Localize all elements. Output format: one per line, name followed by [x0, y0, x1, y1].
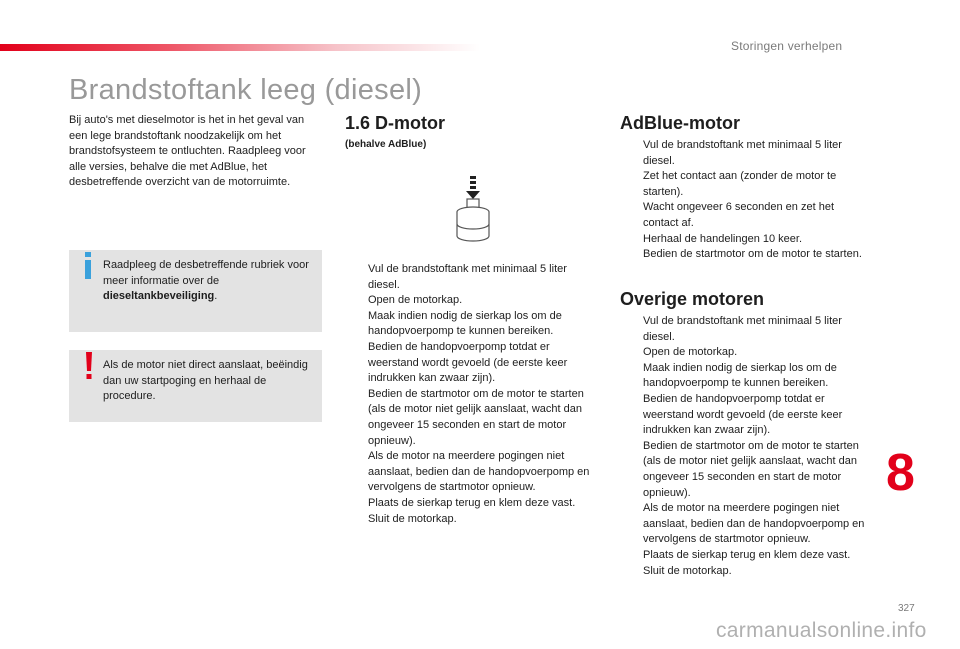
- section-header-title: Storingen verhelpen: [731, 39, 843, 53]
- list-item: Vul de brandstoftank met minimaal 5 liter diesel.: [643, 139, 842, 167]
- list-item: Maak indien nodig de sierkap los om de handopvoerpomp te kunnen bereiken.: [368, 309, 562, 338]
- steps-list-adblue: [620, 138, 870, 263]
- list-item: Bedien de handopvoerpomp totdat er weerstand wordt gevoeld (de eerste keer indrukken kan zwaar zijn).: [368, 340, 568, 385]
- warning-text: Als de motor niet direct aanslaat, beëindig dan uw startpoging en herhaal de procedure.: [103, 359, 308, 403]
- list-item: Vul de brandstoftank met minimaal 5 liter diesel.: [643, 315, 842, 343]
- list-item: Bedien de handopvoerpomp totdat er weerstand wordt gevoeld (de eerste keer indrukken kan zwaar zijn).: [643, 392, 843, 437]
- section-title-16d: 1.6 D-motor: [345, 113, 446, 133]
- page-number: 327: [898, 603, 915, 614]
- section-title-adblue: AdBlue-motor: [620, 113, 740, 133]
- list-item: Sluit de motorkap.: [643, 564, 732, 577]
- list-item: Open de motorkap.: [643, 346, 738, 359]
- hand-pump-icon: [452, 174, 494, 244]
- list-item: Zet het contact aan (zonder de motor te starten).: [643, 170, 837, 198]
- chapter-number: 8: [886, 444, 915, 502]
- list-item: Herhaal de handelingen 10 keer.: [643, 232, 803, 245]
- list-item: Bedien de startmotor om de motor te starten (als de motor niet gelijk aanslaat, wacht dan ongeveer 15 seconden en start de motor opnieuw).: [368, 387, 584, 447]
- steps-list-16d: [345, 262, 597, 527]
- watermark: carmanualsonline.info: [716, 619, 927, 642]
- list-item: Vul de brandstoftank met minimaal 5 liter diesel.: [368, 263, 567, 291]
- list-item: Open de motorkap.: [368, 294, 463, 307]
- list-item: Als de motor na meerdere pogingen niet aanslaat, bedien dan de handopvoerpomp en vervolgens de startmotor opnieuw.: [368, 450, 590, 494]
- list-item: Plaats de sierkap terug en klem deze vast.: [643, 548, 851, 561]
- section-title-other: Overige motoren: [620, 289, 765, 309]
- page-title: Brandstoftank leeg (diesel): [69, 74, 423, 106]
- list-item: Als de motor na meerdere pogingen niet aanslaat, bedien dan de handopvoerpomp en vervolgens de startmotor opnieuw.: [643, 502, 865, 546]
- list-item: Wacht ongeveer 6 seconden en zet het contact af.: [643, 201, 834, 229]
- list-item: Plaats de sierkap terug en klem deze vast.: [368, 496, 576, 509]
- list-item: Sluit de motorkap.: [368, 512, 457, 525]
- list-item: Bedien de startmotor om de motor te starten.: [643, 248, 862, 261]
- info-box: [69, 250, 322, 332]
- section-subtitle-16d: (behalve AdBlue): [345, 139, 427, 150]
- steps-list-other: [620, 314, 872, 579]
- info-bold-term: dieseltankbeveiliging: [103, 290, 215, 303]
- warning-icon: [85, 352, 93, 388]
- header-accent-bar: [0, 44, 480, 51]
- intro-paragraph: Bij auto's met dieselmotor is het in het geval van een lege brandstoftank noodzakelijk om het brandstofsysteem te ontluchten. Raadpleeg voor alle versies, behalve die met AdBlue, het desbetreffende overzicht van de motorruimte.: [69, 114, 306, 189]
- warning-box: [69, 350, 322, 422]
- list-item: Maak indien nodig de sierkap los om de handopvoerpomp te kunnen bereiken.: [643, 361, 837, 390]
- info-icon: [83, 252, 93, 288]
- list-item: Bedien de startmotor om de motor te starten (als de motor niet gelijk aanslaat, wacht dan ongeveer 15 seconden en start de motor opnieuw).: [643, 439, 859, 499]
- info-text: Raadpleeg de desbetreffende rubriek voor meer informatie over de dieseltankbeveiliging.: [103, 259, 309, 303]
